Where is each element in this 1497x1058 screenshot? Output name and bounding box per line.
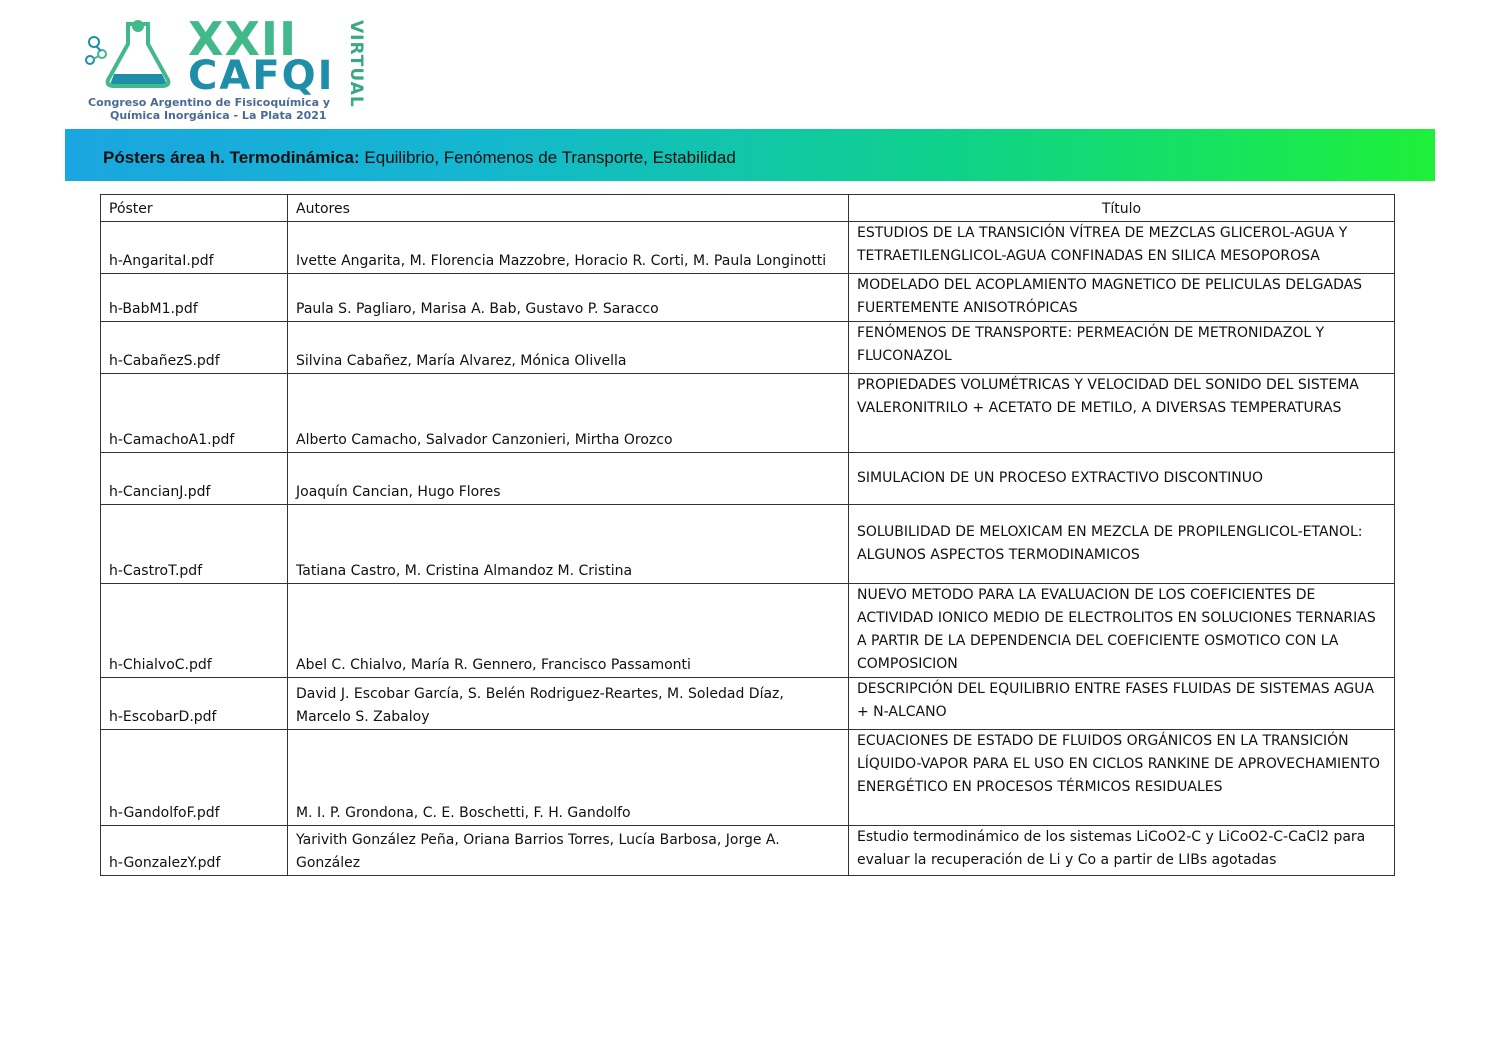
table-header-row — [101, 195, 1395, 222]
poster-file[interactable]: h-CamachoA1.pdf — [101, 374, 288, 453]
header-title: Título — [849, 195, 1395, 222]
poster-title: PROPIEDADES VOLUMÉTRICAS Y VELOCIDAD DEL SONIDO DEL SISTEMA VALERONITRILO + ACETATO DE METILO, A DIVERSAS TEMPERATURAS — [849, 374, 1395, 453]
table-row — [101, 374, 1395, 453]
poster-authors: David J. Escobar García, S. Belén Rodriguez-Reartes, M. Soledad Díaz, Marcelo S. Zabaloy — [288, 678, 849, 730]
poster-title: DESCRIPCIÓN DEL EQUILIBRIO ENTRE FASES FLUIDAS DE SISTEMAS AGUA + N-ALCANO — [849, 678, 1395, 730]
poster-title: MODELADO DEL ACOPLAMIENTO MAGNETICO DE PELICULAS DELGADAS FUERTEMENTE ANISOTRÓPICAS — [849, 274, 1395, 322]
cafqi-logo — [78, 14, 378, 124]
poster-authors: Tatiana Castro, M. Cristina Almandoz M. Cristina — [288, 505, 849, 584]
poster-authors: Joaquín Cancian, Hugo Flores — [288, 453, 849, 505]
table-row — [101, 453, 1395, 505]
poster-authors: Paula S. Pagliaro, Marisa A. Bab, Gustavo P. Saracco — [288, 274, 849, 322]
poster-file[interactable]: h-AngaritaI.pdf — [101, 222, 288, 274]
poster-file[interactable]: h-CabañezS.pdf — [101, 322, 288, 374]
section-banner — [65, 129, 1435, 181]
section-title-bold: Pósters área h. Termodinámica: — [103, 148, 360, 167]
posters-table — [100, 194, 1395, 876]
poster-title: ESTUDIOS DE LA TRANSICIÓN VÍTREA DE MEZCLAS GLICEROL-AGUA Y TETRAETILENGLICOL-AGUA CONFINADAS EN SILICA MESOPOROSA — [849, 222, 1395, 274]
poster-file[interactable]: h-CancianJ.pdf — [101, 453, 288, 505]
flask-icon — [78, 14, 188, 94]
logo-virtual-tag: VIRTUAL — [346, 20, 366, 108]
poster-file[interactable]: h-EscobarD.pdf — [101, 678, 288, 730]
poster-title: SOLUBILIDAD DE MELOXICAM EN MEZCLA DE PROPILENGLICOL-ETANOL: ALGUNOS ASPECTOS TERMODINAMICOS — [849, 505, 1395, 584]
header-poster: Póster — [101, 195, 288, 222]
section-title-rest: Equilibrio, Fenómenos de Transporte, Estabilidad — [359, 148, 736, 167]
poster-title: SIMULACION DE UN PROCESO EXTRACTIVO DISCONTINUO — [849, 453, 1395, 505]
logo-name: CAFQI — [188, 53, 335, 99]
poster-authors: Alberto Camacho, Salvador Canzonieri, Mirtha Orozco — [288, 374, 849, 453]
poster-authors: Ivette Angarita, M. Florencia Mazzobre, Horacio R. Corti, M. Paula Longinotti — [288, 222, 849, 274]
section-title — [103, 148, 736, 168]
table-row — [101, 222, 1395, 274]
poster-authors: Yarivith González Peña, Oriana Barrios Torres, Lucía Barbosa, Jorge A. González — [288, 826, 849, 876]
table-row — [101, 584, 1395, 678]
poster-file[interactable]: h-GonzalezY.pdf — [101, 826, 288, 876]
poster-file[interactable]: h-ChialvoC.pdf — [101, 584, 288, 678]
header-authors: Autores — [288, 195, 849, 222]
poster-title: FENÓMENOS DE TRANSPORTE: PERMEACIÓN DE METRONIDAZOL Y FLUCONAZOL — [849, 322, 1395, 374]
poster-authors: Abel C. Chialvo, María R. Gennero, Francisco Passamonti — [288, 584, 849, 678]
poster-authors: M. I. P. Grondona, C. E. Boschetti, F. H. Gandolfo — [288, 730, 849, 826]
poster-file[interactable]: h-GandolfoF.pdf — [101, 730, 288, 826]
poster-title: ECUACIONES DE ESTADO DE FLUIDOS ORGÁNICOS EN LA TRANSICIÓN LÍQUIDO-VAPOR PARA EL USO EN CICLOS RANKINE DE APROVECHAMIENTO ENERGÉTICO EN PROCESOS TÉRMICOS RESIDUALES — [849, 730, 1395, 826]
table-row — [101, 505, 1395, 584]
poster-file[interactable]: h-BabM1.pdf — [101, 274, 288, 322]
poster-title: Estudio termodinámico de los sistemas LiCoO2-C y LiCoO2-C-CaCl2 para evaluar la recuperación de Li y Co a partir de LIBs agotadas — [849, 826, 1395, 876]
logo-subtitle-line1: Congreso Argentino de Fisicoquímica y — [88, 96, 330, 109]
table-row — [101, 274, 1395, 322]
table-row — [101, 730, 1395, 826]
table-row — [101, 678, 1395, 730]
logo-subtitle-line2: Química Inorgánica - La Plata 2021 — [110, 109, 327, 122]
poster-title: NUEVO METODO PARA LA EVALUACION DE LOS COEFICIENTES DE ACTIVIDAD IONICO MEDIO DE ELECTROLITOS EN SOLUCIONES TERNARIAS A PARTIR DE LA DEPENDENCIA DEL COEFICIENTE OSMOTICO CON LA COMPOSICION — [849, 584, 1395, 678]
poster-authors: Silvina Cabañez, María Alvarez, Mónica Olivella — [288, 322, 849, 374]
logo-edition: XXII — [188, 12, 298, 66]
table-row — [101, 322, 1395, 374]
table-row — [101, 826, 1395, 876]
poster-file[interactable]: h-CastroT.pdf — [101, 505, 288, 584]
